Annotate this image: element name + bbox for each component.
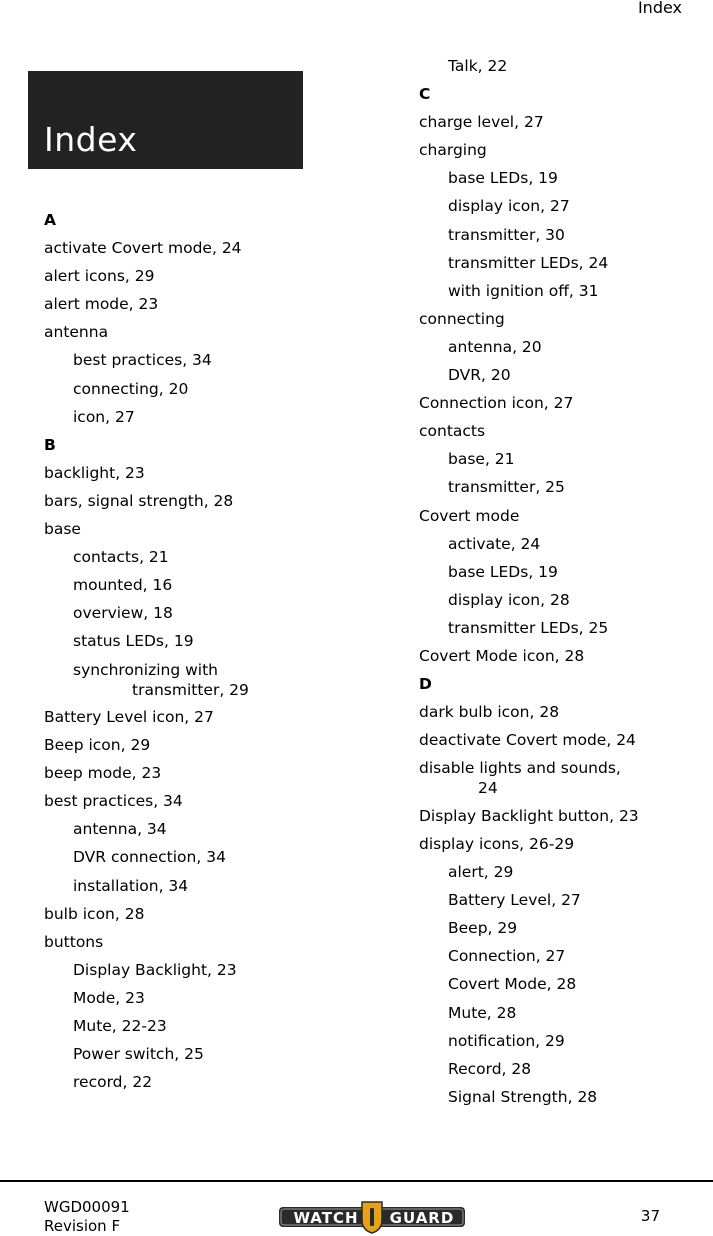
index-entry-text: Mute, 28	[448, 1003, 517, 1022]
index-subentry	[419, 971, 699, 999]
logo-shield-bar-icon	[370, 1208, 374, 1226]
index-subentry	[419, 278, 699, 306]
index-entry	[44, 263, 324, 291]
index-entry-text: transmitter, 30	[448, 225, 565, 244]
index-entry	[44, 760, 324, 788]
index-entry-continuation: 24	[478, 779, 498, 798]
index-entry	[419, 699, 699, 727]
index-entry-text: beep mode, 23	[44, 764, 162, 783]
index-entry-text: Mode, 23	[73, 988, 145, 1007]
index-subentry	[44, 844, 324, 872]
index-subentry	[44, 816, 324, 844]
index-entry-text: alert icons, 29	[44, 267, 155, 286]
index-entry-text: Covert mode	[419, 506, 520, 525]
index-subentry	[419, 559, 699, 587]
index-subentry	[419, 334, 699, 362]
index-subentry	[419, 531, 699, 559]
index-entry	[419, 109, 699, 137]
index-entry	[419, 755, 699, 803]
index-entry-text: alert mode, 23	[44, 295, 159, 314]
index-subentry	[419, 915, 699, 943]
index-subentry	[419, 362, 699, 390]
index-entry-continuation: transmitter, 29	[132, 680, 249, 699]
index-subentry	[44, 1013, 324, 1041]
index-column-left	[44, 207, 324, 1097]
index-entry-text: activate Covert mode, 24	[44, 239, 242, 258]
index-entry-text: buttons	[44, 932, 104, 951]
index-entry-text: Connection icon, 27	[419, 394, 574, 413]
index-subentry	[419, 165, 699, 193]
index-subentry	[44, 657, 324, 705]
index-entry-text: display icon, 28	[448, 590, 570, 609]
index-entry-text: transmitter, 25	[448, 478, 565, 497]
index-subentry	[419, 943, 699, 971]
index-subentry	[44, 1041, 324, 1069]
revision: Revision F	[44, 1217, 121, 1235]
index-subentry	[419, 1084, 699, 1112]
index-entry-text: display icon, 27	[448, 197, 570, 216]
index-subentry	[419, 250, 699, 278]
index-subentry	[44, 544, 324, 572]
index-subentry	[419, 446, 699, 474]
index-entry-text: best practices, 34	[73, 351, 212, 370]
index-letter-heading	[44, 207, 324, 235]
index-subentry	[419, 222, 699, 250]
index-entry-text: synchronizing with	[73, 660, 218, 679]
index-subentry	[44, 628, 324, 656]
index-entry	[44, 516, 324, 544]
index-entry-text: Battery Level, 27	[448, 891, 581, 910]
index-subentry	[419, 53, 699, 81]
index-entry-text: antenna, 20	[448, 337, 542, 356]
index-subentry	[419, 193, 699, 221]
index-entry-text: Power switch, 25	[73, 1045, 204, 1064]
index-subentry	[419, 859, 699, 887]
index-entry-text: with ignition off, 31	[448, 281, 599, 300]
index-entry-text: contacts, 21	[73, 548, 169, 567]
index-entry-text: antenna, 34	[73, 820, 167, 839]
index-subentry	[44, 600, 324, 628]
index-subentry	[44, 1069, 324, 1097]
index-title-box	[28, 71, 303, 169]
index-entry	[419, 390, 699, 418]
index-entry-text: DVR, 20	[448, 366, 511, 385]
index-entry	[44, 901, 324, 929]
index-entry-text: backlight, 23	[44, 463, 145, 482]
index-subentry	[44, 873, 324, 901]
index-subentry	[44, 985, 324, 1013]
index-entry	[419, 503, 699, 531]
index-entry-text: Beep icon, 29	[44, 736, 151, 755]
index-entry-text: Display Backlight, 23	[73, 960, 237, 979]
index-entry	[44, 488, 324, 516]
index-subentry	[419, 1028, 699, 1056]
index-subentry	[44, 957, 324, 985]
index-entry	[419, 803, 699, 831]
index-subentry	[419, 1000, 699, 1028]
index-entry-text: activate, 24	[448, 534, 541, 553]
index-entry-text: best practices, 34	[44, 792, 183, 811]
index-entry	[44, 732, 324, 760]
index-subentry	[44, 404, 324, 432]
index-entry-text: Display Backlight button, 23	[419, 806, 639, 825]
index-entry	[419, 727, 699, 755]
index-entry-text: Signal Strength, 28	[448, 1087, 598, 1106]
index-entry-text: connecting	[419, 309, 505, 328]
index-entry	[44, 704, 324, 732]
index-entry-text: disable lights and sounds,	[419, 759, 621, 778]
index-entry	[419, 306, 699, 334]
index-subentry	[419, 1056, 699, 1084]
index-entry-text: overview, 18	[73, 604, 173, 623]
logo-text-left: WATCH	[293, 1209, 359, 1227]
index-entry-text: Battery Level icon, 27	[44, 708, 214, 726]
index-entry-text: mounted, 16	[73, 576, 173, 595]
index-entry-text: record, 22	[73, 1073, 153, 1092]
index-entry-text: transmitter LEDs, 24	[448, 253, 609, 272]
index-entry-text: notification, 29	[448, 1031, 565, 1050]
index-subentry	[419, 887, 699, 915]
index-entry-text: Record, 28	[448, 1059, 532, 1078]
index-entry-text: Covert Mode icon, 28	[419, 646, 585, 665]
index-entry	[44, 319, 324, 347]
index-entry-text: Mute, 22-23	[73, 1017, 167, 1036]
page-number: 37	[640, 1207, 660, 1225]
index-entry-text: charge level, 27	[419, 113, 544, 132]
index-entry-text: base	[44, 520, 81, 539]
page-title: Index	[44, 120, 138, 159]
index-entry	[44, 460, 324, 488]
index-entry-text: bars, signal strength, 28	[44, 491, 234, 510]
footer-doc-info	[44, 1198, 130, 1236]
index-letter-heading	[419, 671, 699, 699]
index-entry-text: connecting, 20	[73, 379, 189, 398]
watchguard-logo	[278, 1200, 466, 1234]
index-letter-heading	[419, 81, 699, 109]
index-entry-text: status LEDs, 19	[73, 632, 194, 651]
index-entry-text: Covert Mode, 28	[448, 975, 577, 994]
index-entry-text: base, 21	[448, 450, 515, 469]
index-entry-text: dark bulb icon, 28	[419, 703, 560, 722]
index-entry-text: Talk, 22	[448, 57, 508, 75]
index-entry-text: B	[44, 435, 56, 454]
index-entry-text: Beep, 29	[448, 919, 518, 938]
index-column-right	[419, 53, 699, 1112]
index-entry-text: icon, 27	[73, 407, 135, 426]
index-entry-text: installation, 34	[73, 876, 189, 895]
index-entry-text: alert, 29	[448, 863, 514, 882]
index-subentry	[44, 347, 324, 375]
index-subentry	[419, 587, 699, 615]
index-entry-text: deactivate Covert mode, 24	[419, 731, 636, 750]
index-entry-text: Connection, 27	[448, 947, 566, 966]
index-entry	[419, 137, 699, 165]
doc-number: WGD00091	[44, 1198, 130, 1216]
index-entry-text: bulb icon, 28	[44, 904, 145, 923]
index-entry-text: contacts	[419, 422, 486, 441]
index-subentry	[44, 376, 324, 404]
index-subentry	[419, 474, 699, 502]
index-entry-text: D	[419, 675, 432, 694]
index-letter-heading	[44, 432, 324, 460]
index-subentry	[44, 572, 324, 600]
footer-rule	[0, 1180, 713, 1182]
index-entry-text: transmitter LEDs, 25	[448, 618, 609, 637]
running-head: Index	[637, 0, 682, 17]
index-entry-text: charging	[419, 141, 487, 160]
index-entry	[44, 291, 324, 319]
index-entry	[44, 235, 324, 263]
index-entry	[419, 418, 699, 446]
index-entry-text: display icons, 26-29	[419, 834, 575, 853]
index-entry-text: C	[419, 85, 431, 104]
index-entry	[44, 788, 324, 816]
index-entry-text: antenna	[44, 323, 109, 342]
logo-text-right: GUARD	[389, 1209, 455, 1227]
index-subentry	[419, 615, 699, 643]
index-entry-text: base LEDs, 19	[448, 562, 558, 581]
index-entry-text: A	[44, 211, 56, 229]
index-entry-text: base LEDs, 19	[448, 169, 558, 188]
index-entry-text: DVR connection, 34	[73, 848, 226, 867]
index-entry	[419, 831, 699, 859]
index-entry	[44, 929, 324, 957]
index-entry	[419, 643, 699, 671]
